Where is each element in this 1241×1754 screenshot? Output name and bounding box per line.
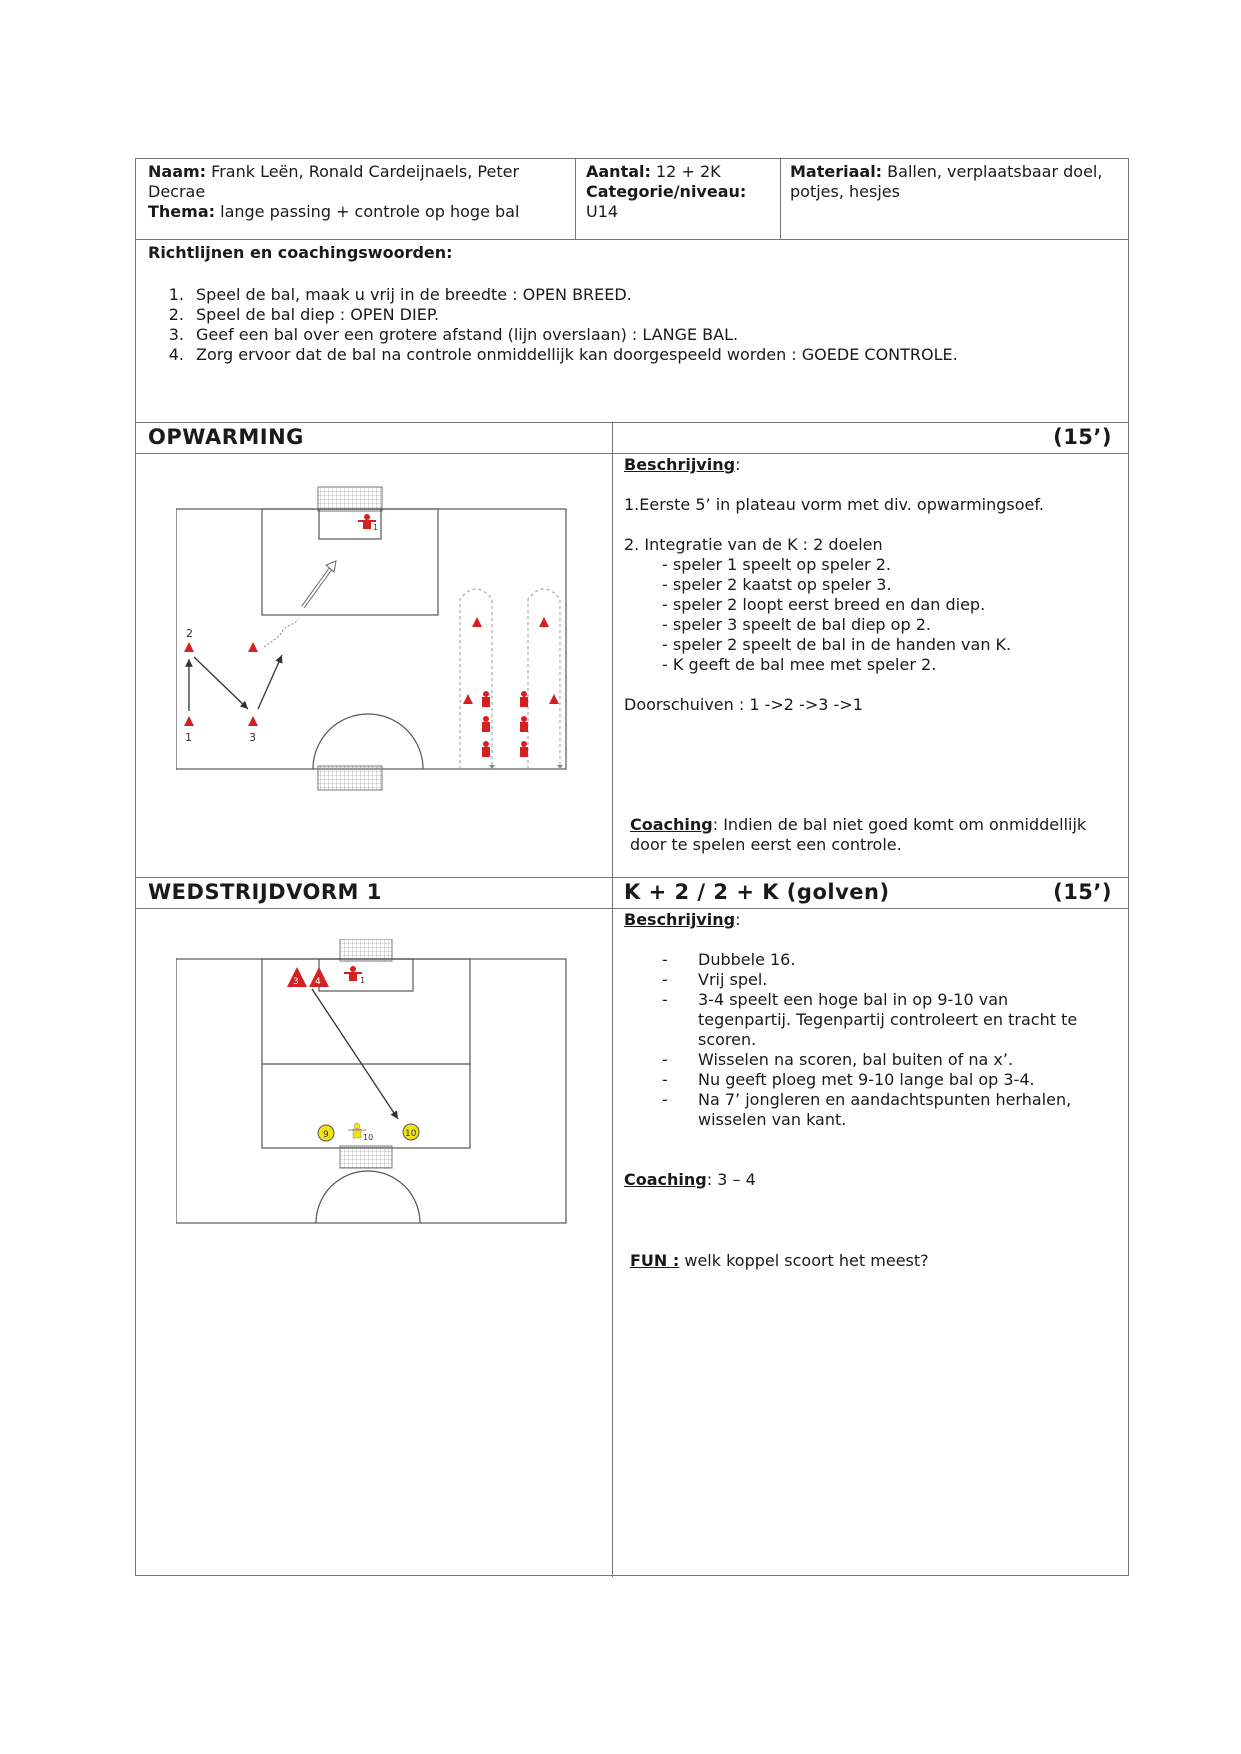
fun-note: FUN : welk koppel scoort het meest?: [630, 1251, 929, 1270]
player-4-label: 4: [315, 977, 321, 987]
list-item: scoren.: [698, 1030, 757, 1049]
player-9-label: 9: [323, 1130, 329, 1140]
opwarming-time: (15’): [1053, 425, 1112, 449]
wedstrijdvorm-description: Beschrijving: - Dubbele 16. - Vrij spel. - 3-4 speelt een hoge bal in op 9-10 van tegenpartij. Tegenpartij controleert en tracht te scoren. - Wisselen na scoren, bal buiten of na x’. - Nu geeft ploeg met 9-10 lange bal op 3-4. - Na 7’ jongleren en aandachtspunten herhalen, wisselen van kant. Coaching: 3 – 4: [624, 910, 1114, 1190]
dash-list: [624, 950, 1114, 1130]
naam-field: Naam: Frank Leën, Ronald Cardeijnaels, Peter Decrae Thema: lange passing + controle op hoge bal: [148, 162, 520, 221]
list-item: - Dubbele 16.: [662, 950, 796, 969]
richtlijnen-title: Richtlijnen en coachingswoorden:: [148, 243, 453, 262]
cone-icon: [184, 642, 194, 652]
list-item: 1. Speel de bal, maak u vrij in de breedte : OPEN BREED.: [168, 285, 632, 304]
divider: [575, 159, 576, 239]
list-item: - Wisselen na scoren, bal buiten of na x’.: [662, 1050, 1014, 1069]
cone-icon: [539, 617, 549, 627]
keeper-label: 1: [360, 976, 366, 985]
list-item: 3. Geef een bal over een grotere afstand (lijn overslaan) : LANGE BAL.: [168, 325, 739, 344]
list-item: - speler 1 speelt op speler 2.: [662, 555, 891, 574]
list-item: - Vrij spel.: [662, 970, 768, 989]
wedstrijdvorm-title: WEDSTRIJDVORM 1: [148, 880, 382, 904]
list-item: - speler 2 speelt de bal in de handen van K.: [662, 635, 1012, 654]
wedstrijdvorm-coaching: Coaching: 3 – 4: [624, 1170, 756, 1189]
aantal-field: Aantal: 12 + 2K Categorie/niveau: U14: [586, 162, 747, 221]
divider: [136, 422, 1128, 423]
player-10-label: 10: [405, 1129, 417, 1139]
list-item: - Na 7’ jongleren en aandachtspunten herhalen,: [662, 1090, 1072, 1109]
list-item: 2. Speel de bal diep : OPEN DIEP.: [168, 305, 440, 324]
divider: [136, 239, 1128, 240]
wave-group: [460, 589, 560, 769]
cone-icon: [463, 694, 473, 704]
cone-icon: [248, 716, 258, 726]
divider: [136, 453, 1128, 454]
player-1-label: 1: [185, 731, 192, 744]
divider: [780, 159, 781, 239]
list-item: - K geeft de bal mee met speler 2.: [662, 655, 937, 674]
lesson-sheet: [135, 158, 1129, 1576]
list-item: - speler 2 loopt eerst breed en dan diep.: [662, 595, 986, 614]
keeper-label: 1: [373, 523, 379, 532]
cone-icon: [184, 716, 194, 726]
list-item: - 3-4 speelt een hoge bal in op 9-10 van: [662, 990, 1009, 1009]
wedstrijdvorm-field-diagram: [176, 939, 576, 1259]
divider: [612, 422, 613, 1577]
list-item: - speler 2 kaatst op speler 3.: [662, 575, 892, 594]
list-item: - speler 3 speelt de bal diep op 2.: [662, 615, 931, 634]
opwarming-field-diagram: [176, 479, 576, 799]
wedstrijdvorm-subtitle: K + 2 / 2 + K (golven): [624, 880, 890, 904]
divider: [136, 877, 1128, 878]
wedstrijdvorm-time: (15’): [1053, 880, 1112, 904]
list-item: - Nu geeft ploeg met 9-10 lange bal op 3-4.: [662, 1070, 1035, 1089]
cone-icon: [248, 642, 258, 652]
opwarming-title: OPWARMING: [148, 425, 304, 449]
opwarming-coaching: Coaching: Indien de bal niet goed komt om onmiddellijk door te spelen eerst een controle.: [630, 815, 1087, 854]
list-item: 4. Zorg ervoor dat de bal na controle onmiddellijk kan doorgespeeld worden : GOEDE CONTROLE.: [168, 345, 958, 364]
player-3-label: 3: [249, 731, 256, 744]
opwarming-description: Beschrijving: 1.Eerste 5’ in plateau vorm met div. opwarmingsoef. 2. Integratie van de K : 2 doelen - speler 1 speelt op speler 2. - speler 2 kaatst op speler 3. - speler 2 loopt eerst breed en dan diep. - speler 3 speelt de bal diep op 2. - speler 2 speelt de bal in de handen van K. - K geeft de bal mee met speler 2. Doorschuiven : 1 ->2 ->3 ->1: [624, 455, 1114, 715]
list-item: wisselen van kant.: [698, 1110, 847, 1129]
materiaal-field: Materiaal: Ballen, verplaatsbaar doel, potjes, hesjes: [790, 162, 1103, 201]
list-item: tegenpartij. Tegenpartij controleert en tracht te: [698, 1010, 1078, 1029]
richtlijnen-list: [148, 285, 958, 365]
player-2-label: 2: [186, 627, 193, 640]
player-3-label: 3: [293, 977, 299, 987]
cone-icon: [549, 694, 559, 704]
cone-icon: [472, 617, 482, 627]
keeper-10-label: 10: [363, 1133, 374, 1142]
divider: [136, 908, 1128, 909]
